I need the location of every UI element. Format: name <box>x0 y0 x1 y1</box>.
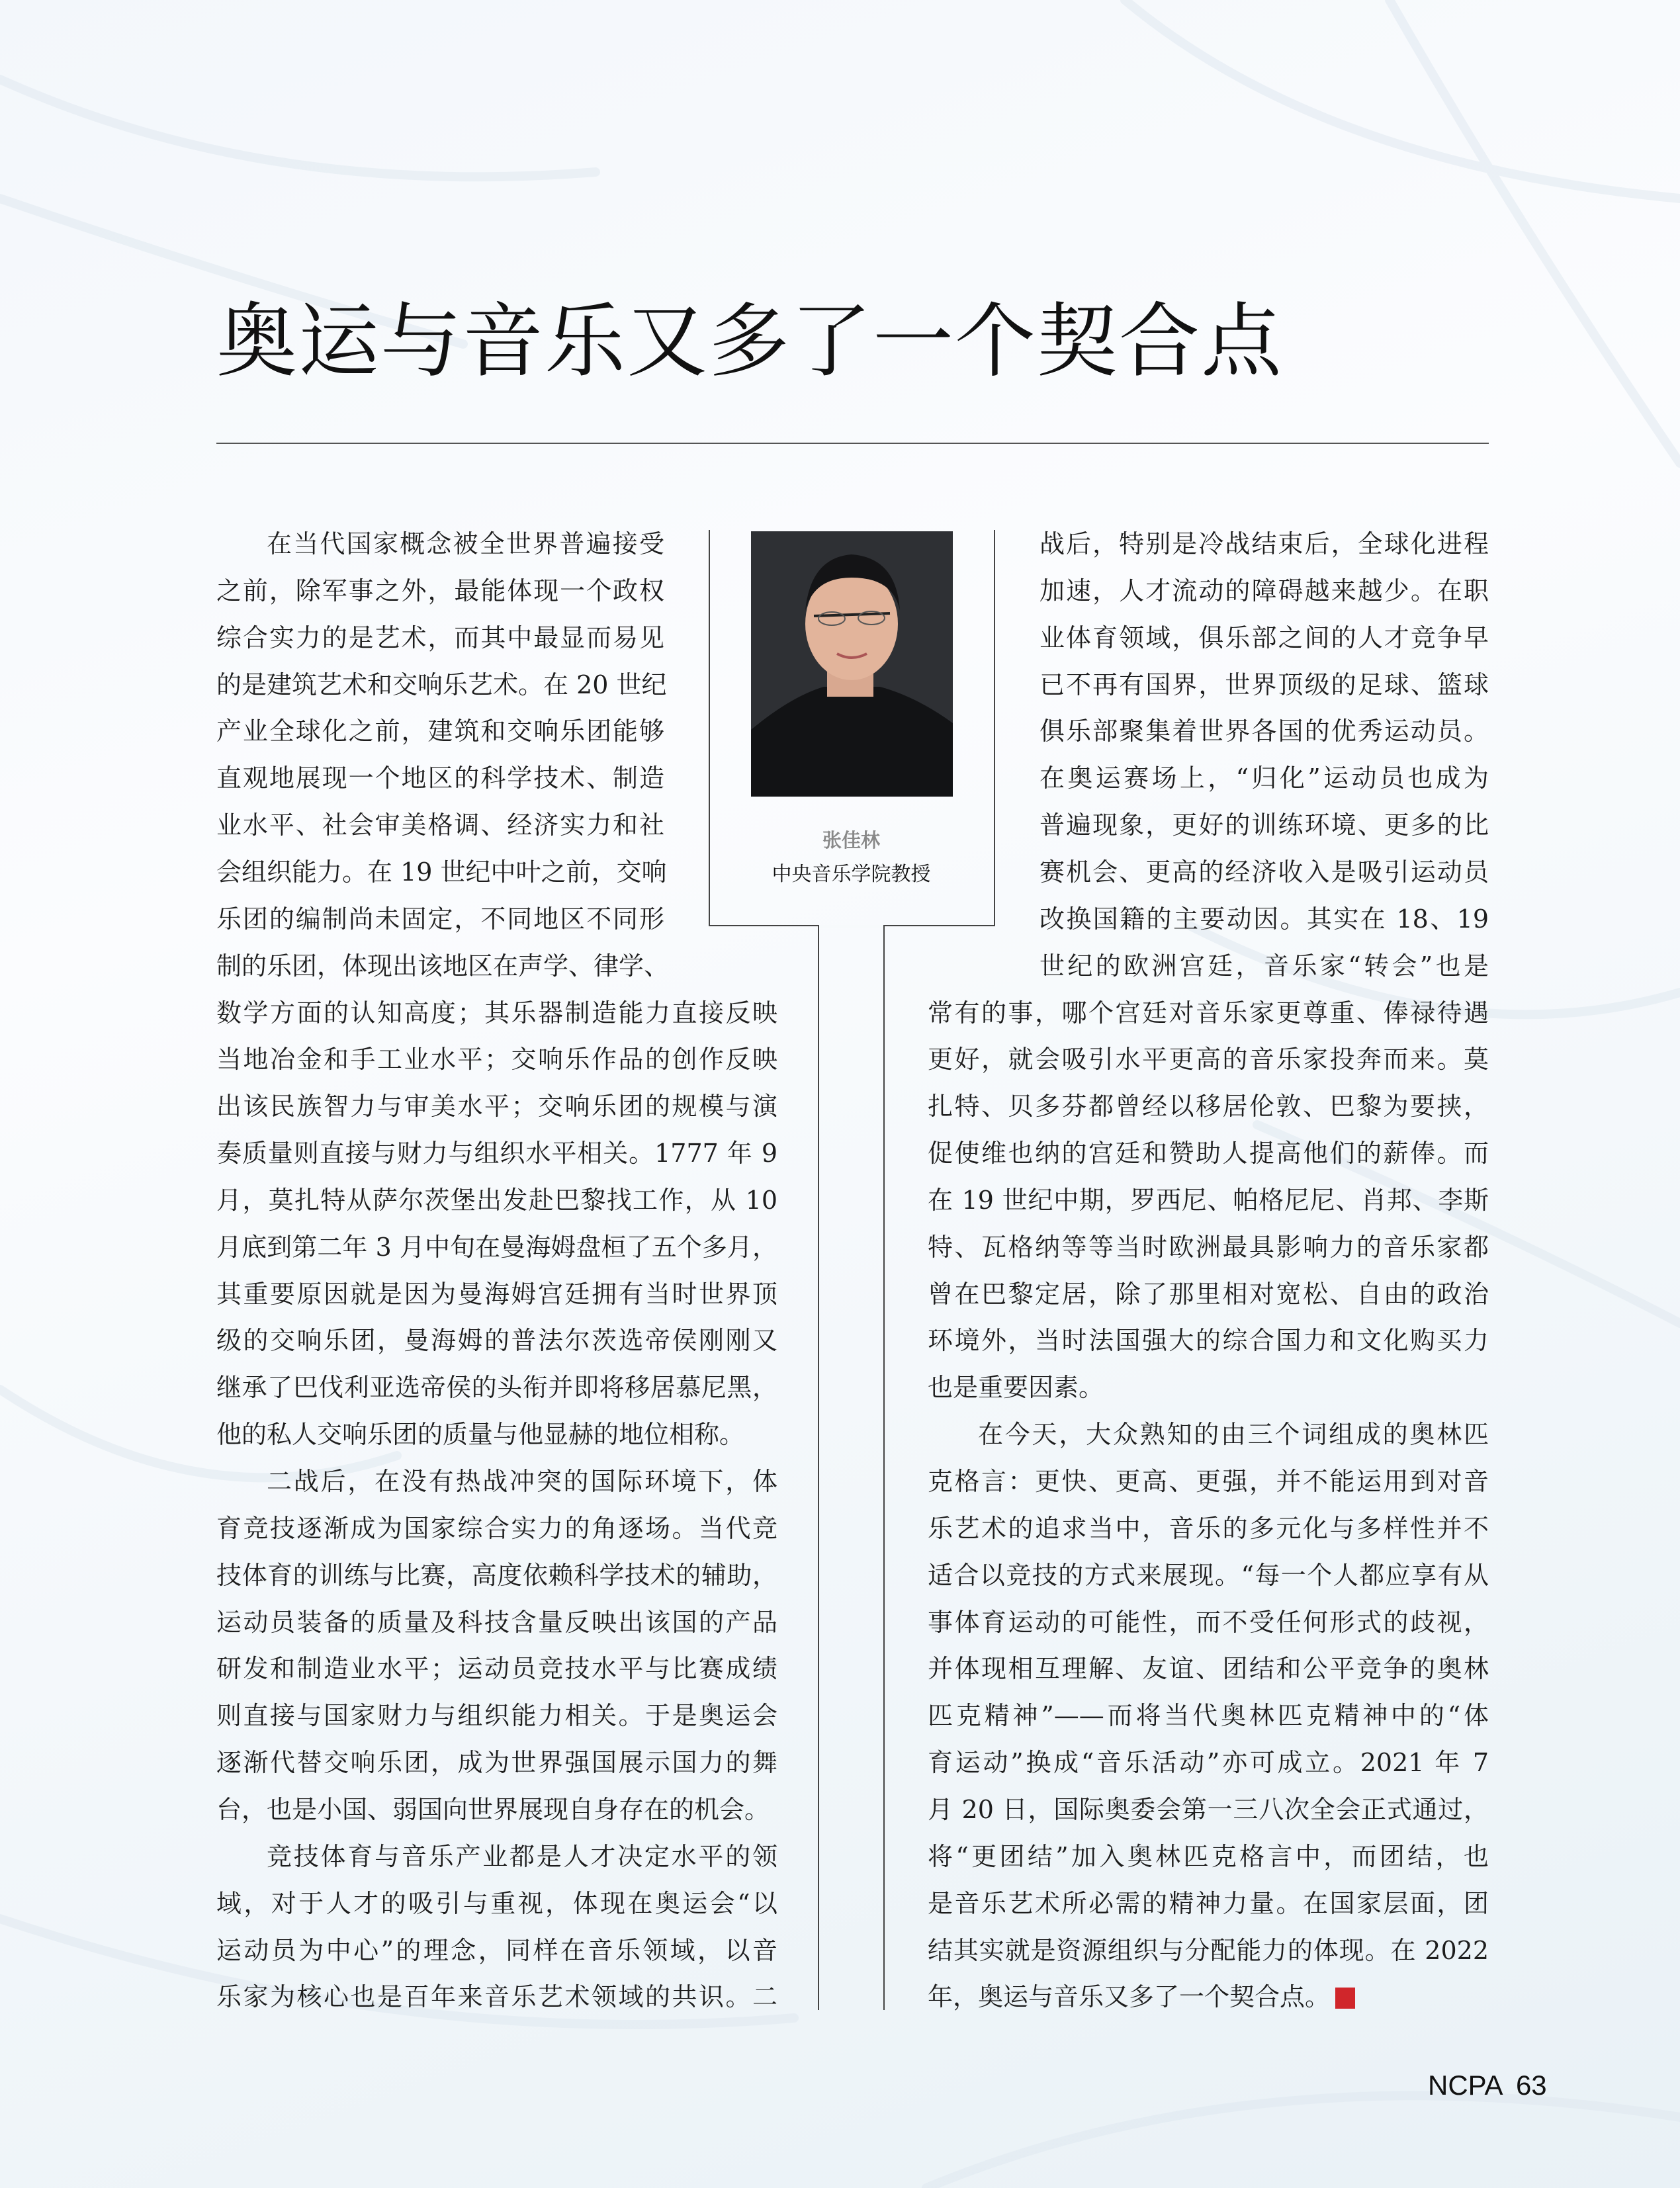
text-line: 直观地展现一个地区的科学技术、制造 <box>216 764 664 793</box>
text-line: 二战后，在没有热战冲突的国际环境下，体 <box>267 1467 777 1496</box>
text-line: 继承了巴伐利亚选帝侯的头衔并即将移居慕尼黑， <box>216 1373 777 1403</box>
text-line: 世纪的欧洲宫廷，音乐家“转会”也是 <box>1039 951 1489 981</box>
page-footer <box>1428 2070 1547 2101</box>
text-line: 月底到第二年 3 月中旬在曼海姆盘桓了五个多月， <box>216 1232 777 1262</box>
text-line: 育运动”换成“音乐活动”亦可成立。2021 年 7 <box>928 1748 1489 1778</box>
text-line: 则直接与国家财力与组织能力相关。于是奥运会 <box>216 1701 777 1731</box>
text-line: 运动员装备的质量及科技含量反映出该国的产品 <box>216 1607 777 1637</box>
text-line: 产业全球化之前，建筑和交响乐团能够 <box>216 717 664 746</box>
text-line: 乐艺术的追求当中，音乐的多元化与多样性并不 <box>928 1513 1489 1543</box>
text-line: 改换国籍的主要动因。其实在 18、19 <box>1039 904 1489 934</box>
box-connector-left <box>818 925 819 2010</box>
text-line: 乐团的编制尚未固定，不同地区不同形 <box>216 904 664 934</box>
text-line: 是音乐艺术所必需的精神力量。在国家层面，团 <box>928 1888 1489 1918</box>
text-line: 竞技体育与音乐产业都是人才决定水平的领 <box>267 1841 777 1871</box>
text-line: 俱乐部聚集着世界各国的优秀运动员。 <box>1039 717 1489 746</box>
text-line: 在当代国家概念被全世界普遍接受 <box>267 529 664 558</box>
text-line: 台，也是小国、弱国向世界展现自身存在的机会。 <box>216 1794 770 1824</box>
text-line: 技体育的训练与比赛，高度依赖科学技术的辅助， <box>216 1560 777 1590</box>
text-line: 业水平、社会审美格调、经济实力和社 <box>216 810 664 840</box>
box-gap <box>819 925 883 928</box>
text-line: 综合实力的是艺术，而其中最显而易见 <box>216 623 664 652</box>
text-line: 域，对于人才的吸引与重视，体现在奥运会“以 <box>216 1888 777 1918</box>
text-line: 也是重要因素。 <box>928 1373 1104 1403</box>
author-affiliation: 中央音乐学院教授 <box>772 863 931 886</box>
text-line: 运动员为中心”的理念，同样在音乐领域，以音 <box>216 1935 777 1965</box>
text-line: 数学方面的认知高度；其乐器制造能力直接反映 <box>216 998 777 1028</box>
text-line: 曾在巴黎定居，除了那里相对宽松、自由的政治 <box>928 1279 1489 1309</box>
text-line: 匹克精神”——而将当代奥林匹克精神中的“体 <box>928 1701 1489 1731</box>
text-line: 加速，人才流动的障碍越来越少。在职 <box>1039 576 1489 605</box>
text-line: 在奥运赛场上，“归化”运动员也成为 <box>1039 764 1489 793</box>
text-line: 促使维也纳的宫廷和赞助人提高他们的薪俸。而 <box>928 1139 1489 1168</box>
text-line: 逐渐代替交响乐团，成为世界强国展示国力的舞 <box>216 1748 777 1778</box>
text-line: 他的私人交响乐团的质量与他显赫的地位相称。 <box>216 1420 745 1450</box>
text-line: 年，奥运与音乐又多了一个契合点。 <box>928 1982 1331 2012</box>
text-line: 月 20 日，国际奥委会第一三八次全会正式通过， <box>928 1794 1489 1824</box>
text-line: 之前，除军事之外，最能体现一个政权 <box>216 576 664 605</box>
article-title: 奥运与音乐又多了一个契合点 <box>216 294 1283 388</box>
text-line: 其重要原因就是因为曼海姆宫廷拥有当时世界顶 <box>216 1279 777 1309</box>
text-line: 常有的事，哪个宫廷对音乐家更尊重、俸禄待遇 <box>928 998 1489 1028</box>
text-line: 事体育运动的可能性，而不受任何形式的歧视， <box>928 1607 1489 1637</box>
text-line: 扎特、贝多芬都曾经以移居伦敦、巴黎为要挟， <box>928 1092 1489 1121</box>
text-line: 的是建筑艺术和交响乐艺术。在 20 世纪 <box>216 670 667 699</box>
text-line: 出该民族智力与审美水平；交响乐团的规模与演 <box>216 1092 777 1121</box>
author-portrait-image <box>751 531 953 797</box>
text-line: 已不再有国界，世界顶级的足球、篮球 <box>1039 670 1489 699</box>
text-line: 克格言：更快、更高、更强，并不能运用到对音 <box>928 1467 1489 1496</box>
text-line: 育竞技逐渐成为国家综合实力的角逐场。当代竞 <box>216 1513 777 1543</box>
text-line: 在今天，大众熟知的由三个词组成的奥林匹 <box>978 1420 1489 1450</box>
end-mark-seal-icon <box>1335 1988 1355 2009</box>
text-line: 适合以竞技的方式来展现。“每一个人都应享有从 <box>928 1560 1489 1590</box>
text-line: 战后，特别是冷战结束后，全球化进程 <box>1039 529 1489 558</box>
text-line: 特、瓦格纳等等当时欧洲最具影响力的音乐家都 <box>928 1232 1489 1262</box>
text-line: 并体现相互理解、友谊、团结和公平竞争的奥林 <box>928 1654 1489 1684</box>
text-line: 奏质量则直接与财力与组织水平相关。1777 年 9 <box>216 1139 777 1168</box>
author-name: 张佳林 <box>822 829 880 852</box>
text-line: 赛机会、更高的经济收入是吸引运动员 <box>1039 857 1489 887</box>
text-line: 在 19 世纪中期，罗西尼、帕格尼尼、肖邦、李斯 <box>928 1185 1489 1215</box>
text-line: 普遍现象，更好的训练环境、更多的比 <box>1039 810 1489 840</box>
magazine-name: NCPA <box>1428 2070 1502 2101</box>
text-line: 当地冶金和手工业水平；交响乐作品的创作反映 <box>216 1045 777 1074</box>
text-line: 制的乐团，体现出该地区在声学、律学、 <box>216 951 670 981</box>
text-line: 会组织能力。在 19 世纪中叶之前，交响 <box>216 857 667 887</box>
text-line: 更好，就会吸引水平更高的音乐家投奔而来。莫 <box>928 1045 1489 1074</box>
text-line: 研发和制造业水平；运动员竞技水平与比赛成绩 <box>216 1654 777 1684</box>
text-line: 将“更团结”加入奥林匹克格言中，而团结，也 <box>928 1841 1489 1871</box>
text-line: 业体育领域，俱乐部之间的人才竞争早 <box>1039 623 1489 652</box>
page-number: 63 <box>1515 2070 1547 2101</box>
text-line: 结其实就是资源组织与分配能力的体现。在 2022 <box>928 1935 1489 1965</box>
text-line: 环境外，当时法国强大的综合国力和文化购买力 <box>928 1326 1489 1356</box>
text-line: 级的交响乐团，曼海姆的普法尔茨选帝侯刚刚又 <box>216 1326 777 1356</box>
author-photo <box>751 531 953 797</box>
title-divider <box>216 443 1489 444</box>
box-connector-right <box>883 925 885 2010</box>
text-line: 月，莫扎特从萨尔茨堡出发赴巴黎找工作，从 10 <box>216 1185 777 1215</box>
text-line: 乐家为核心也是百年来音乐艺术领域的共识。二 <box>216 1982 777 2012</box>
